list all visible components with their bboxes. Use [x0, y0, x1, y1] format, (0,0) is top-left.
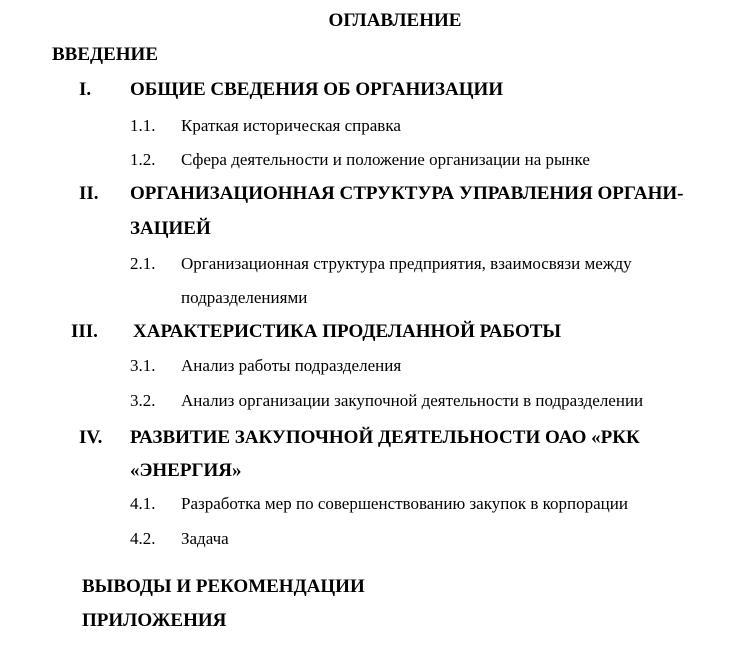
- subsection-3-2-number: 3.2.: [130, 391, 156, 410]
- subsection-3-1-number: 3.1.: [130, 356, 156, 375]
- subsection-4-1-number: 4.1.: [130, 494, 156, 513]
- section-3-numeral: III.: [71, 321, 98, 342]
- subsection-2-1-text-line1: Организационная структура предприятия, взаимосвязи между: [181, 254, 632, 273]
- section-1-numeral: I.: [79, 79, 92, 100]
- section-4-numeral: IV.: [79, 427, 103, 448]
- section-2-numeral: II.: [79, 183, 99, 204]
- subsection-4-1-text: Разработка мер по совершенствованию закупок в корпорации: [181, 494, 628, 513]
- subsection-4-2-number: 4.2.: [130, 529, 156, 548]
- section-1-title: ОБЩИЕ СВЕДЕНИЯ ОБ ОРГАНИЗАЦИИ: [130, 79, 504, 100]
- toc-appendices: ПРИЛОЖЕНИЯ: [82, 610, 227, 631]
- page-title: ОГЛАВЛЕНИЕ: [328, 10, 462, 31]
- section-2-title-line1: ОРГАНИЗАЦИОННАЯ СТРУКТУРА УПРАВЛЕНИЯ ОРГАНИ-: [130, 183, 684, 204]
- subsection-1-2-number: 1.2.: [130, 150, 156, 169]
- toc-conclusions: ВЫВОДЫ И РЕКОМЕНДАЦИИ: [82, 576, 365, 597]
- section-2-title-line2: ЗАЦИЕЙ: [130, 218, 211, 239]
- subsection-1-1-number: 1.1.: [130, 116, 156, 135]
- subsection-2-1-text-line2: подразделениями: [181, 288, 308, 307]
- subsection-3-2-text: Анализ организации закупочной деятельности в подразделении: [181, 391, 644, 410]
- section-3-title: ХАРАКТЕРИСТИКА ПРОДЕЛАННОЙ РАБОТЫ: [133, 321, 562, 342]
- subsection-1-2-text: Сфера деятельности и положение организации на рынке: [181, 150, 590, 169]
- subsection-3-1-text: Анализ работы подразделения: [181, 356, 402, 375]
- toc-intro: ВВЕДЕНИЕ: [52, 44, 158, 65]
- subsection-4-2-text: Задача: [181, 529, 229, 548]
- section-4-title-line1: РАЗВИТИЕ ЗАКУПОЧНОЙ ДЕЯТЕЛЬНОСТИ ОАО «РКК: [130, 427, 640, 448]
- subsection-2-1-number: 2.1.: [130, 254, 156, 273]
- section-4-title-line2: «ЭНЕРГИЯ»: [130, 460, 242, 481]
- subsection-1-1-text: Краткая историческая справка: [181, 116, 401, 135]
